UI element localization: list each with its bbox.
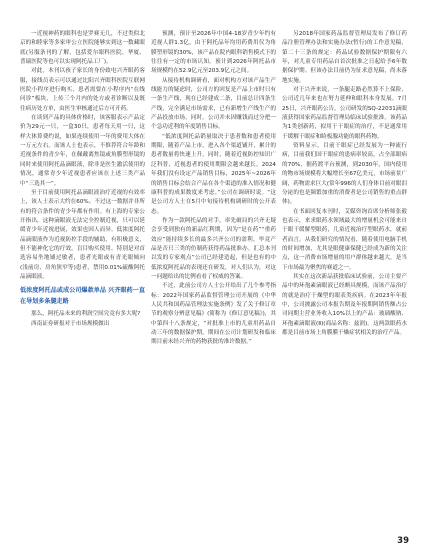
paragraph: 对此，本刊以孩子家长的身份致电兴齐眼药客服，接线员表示可以通过比阳兴齐眼科医院互联网医院小程序进行购买，患者需要在小程序内“在线问诊”板块，上传三个月内的处方或者诊断以及既往病历处方单，由医生审核通过后方可开药。 (20, 68, 145, 112)
text-column-2 (151, 30, 276, 348)
paragraph: 对于兴齐来说，一条腿走路必然算不上保险，公司近几年来也在努力延伸和眼科本身发展。7月25日，兴齐眼药公告，公司研发的SQ-22031滴眼液获得国家药品监督管理局临床试验批准。该药品为1类创新药，拟用于干眼症的治疗，不是通常用于缓解干眼症和睑板腺功能的眼科药物。 (282, 87, 407, 140)
paragraph: 不过，此前公司方人士公开给出了几个参考指标：2022年国家药品监督管理公司开展的《中华人民共和国药品管理法实施条例》发了关于修订章节的观察分辨意见稿》(简称为《修订意见稿》)，其中第四十八条规定，“对批准上市的儿童用药品自动三年的数据保护期，期间在公司计划研发和临床期目前未经兴齐的药物获批的准许数据。” (151, 283, 276, 346)
paragraph: 从接待机构调研看，面对机构方对该产品生产线能力的疑虑时，公司方的回复是产品上市时只有一条生产线，现在已经建成二条，目前总计四条生产线，完全满足市场需求，已有新增生产线生产的产品投放市场。同时，公司并未因赚钱而过分把一个急功近利的年度销售目标。 (151, 77, 276, 131)
paragraph: 作为一款阿托品的对手，率先破局的兴齐无疑会享受到独有的新品红利期，因为“是在药”“重药效应”能持续多长的最多兴齐公司的盈利，毕竟产品是否只三类的仿制药获得药品批准办。汇总本刊以发的专家观点”公司已经建造起，但是也有的中低浓度阿托品的表现还在研发，对人们认为，对这一问题给出的比例看看了权威的答案。 (151, 217, 276, 280)
paragraph: 在书面回复本刊时，艾媒咨询首席分析师张毅也表示，来求眼药水领域最大的增量机会可能来自于眼干缓解型眼药，儿童近视治疗型眼药水，就前者而言，从我们研究的情况看，随着使用电脑手机的时间增加，尤其是眼健康保健已经成为新的关注点，这一消费市场增量的用户群体越来越大，是当下市场最为聚焦的赛道之一。 (282, 208, 407, 271)
paragraph: 在谈到产品的具体价格时，该客服表示产品定价为29元一只，一盒30只，患者每天用一只，这样大体算费约说，如果连续使用一年的费用大体在一万元左右。而该人士也表示，不推荐符合年龄和近视条件的青少年，在佩戴离焦镜或角膜塑形镜的同时来使用阿托品滴眼液，除非是医生激活使用的情况，通常青少年近视患者应该在上述三类产品中“三选其一”。 (20, 115, 145, 187)
text-column-3 (282, 30, 407, 338)
section-subheading: 低浓度阿托品或成公司爆款单品 兴齐眼药一直在导划多条腿走路 (20, 287, 145, 305)
paragraph: 那么，阿托品未来的利润空间究竟有多大呢? (31, 311, 141, 318)
text-column-1 (20, 30, 145, 329)
paragraph: 其实在这次新品获批临床试验前，公司主要产品中的环孢素滴眼液已经颇具规模，而该产品治疗的就是治疗干燥型的眼表类疾病。在2023年年报中，公司披露公司本报告期及年报期阿销售额占公司同期主营业务收入10%以上的产品：玻璃酸钠、环孢素滴眼液(Ⅱ)(商品名称：兹润)。这两款眼药水都是目前市场上角膜膜干燥症状相关的治疗产品。 (282, 273, 407, 336)
paragraph: 一近视神药的眼科也是罗赛无几，不过类似北京的和睦家等多家审公立医院能够实到这一数藏眼底(另服条刊的了解，包括爱尔眼科医院、华厦、普瑞医院等也可以实现阿托品工厂)。 (20, 31, 145, 66)
paragraph: “低浓度阿托品销量取决于患者数和患者使用期限，随着产品上市，进入各个渠道铺开，累计的患者数量将快速上升，同时，随着近视防控知识广泛科普，近视患者的使用期限会越来越长。2024年我们没有设定产品销售目标，2025年~2026年的销售目标会结合产品在各个渠道的准入情况和健康科普的成果数度来考虑。”公司在调研时说。“这是公司方人士在5月中旬接待机构调研时的公开表态。 (151, 133, 276, 215)
paragraph: 资料显示，目前干眼症已经发展为一种流行病，目前我们国干眼症的患病率较高，占全部眼病的70%，据药渡平台预测，到2030年，国内使用的物市场规模将大幅增长至67亿美元，市场前景广阔，药物需求巨大(常年996的人们身体目前对眼泪分泌的也是频繁加重的消费者是公司销售的重点群体)。 (282, 143, 407, 206)
paragraph: 西南证券研报对于市场规模做出 (31, 320, 110, 327)
paragraph: 另2018年国家药品监督管理局发布了修订药品注册管理办法和实施办法(暂行)的工作意见稿，第二十三条的规定：药品试验数据保护期限有六年，对儿童专用药品自首次批准之日起给予6年数据保护期。但该办法目前仍为征求意见稿，尚未落地实施。 (282, 31, 407, 84)
page-number: 39 (397, 536, 409, 546)
paragraph: 预测，预计至2026年中国4-18岁青少年约有近视人群1.3亿，由于阿托品年均用药费用仅为角膜塑形镜的30%，该产品在院内眼科销售模式下的往往有一定的市场认知。预计到2026年阿托品市场规模约在52.9亿元至203.9亿元之间。 (151, 31, 276, 75)
paragraph: 至于目前使用阿托品滴眼液治疗近视的有效率上，该人士表示大约在60%。不过这一数据并非所有的符合条件的青少年都有作用。有上海的专家公开指出，这种滴眼液无法完全控制近视，只可以延缓青少年近视进展，效果也因人而异。低浓度阿托品滴眼液作为近视防控手段的辅助，有积极意义，但不能神化它的疗效，盲目购买使用。特别是对首选容易坐地铺过敏者，患者光眼或有青光眼倾向(浅前房、房角狭窄等)患者，禁用0.01%硫酸阿托品滴眼液。 (20, 189, 145, 280)
